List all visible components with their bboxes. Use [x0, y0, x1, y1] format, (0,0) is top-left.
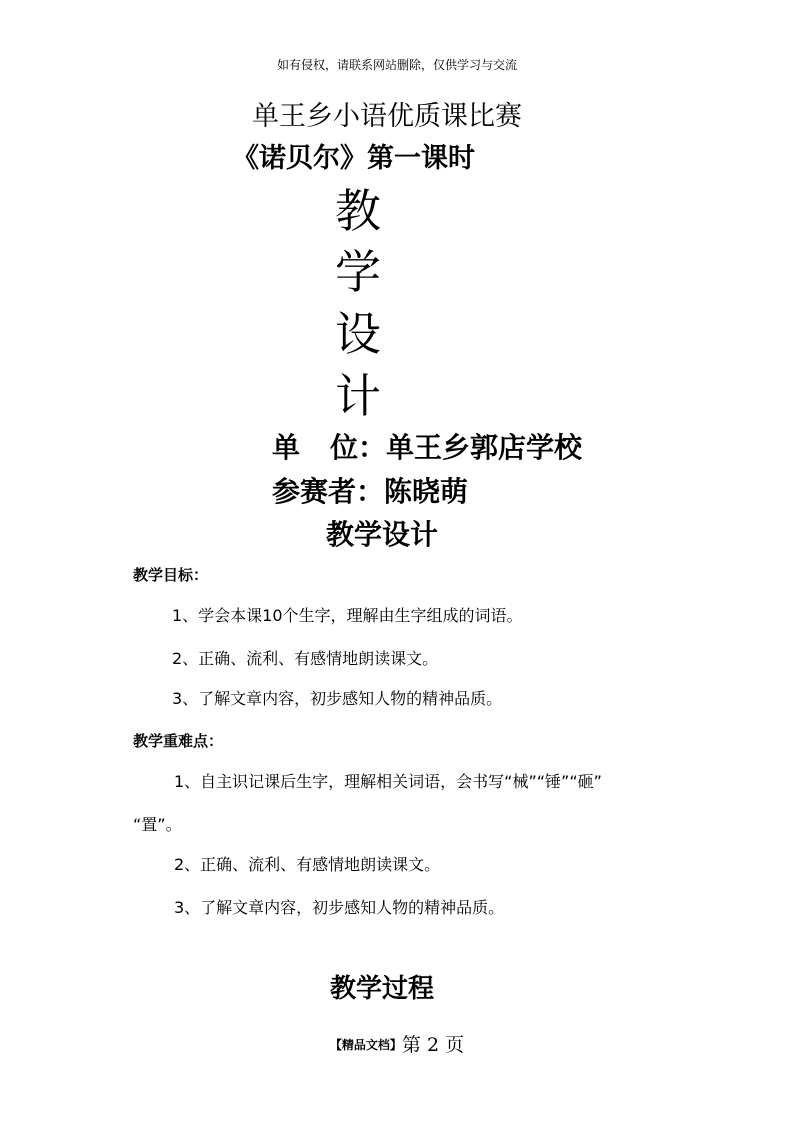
key-difficulty-item: 1、自主识记课后生字，理解相关词语，会书写“械”“锤”“砸” [174, 772, 602, 791]
header-note: 如有侵权，请联系网站删除，仅供学习与交流 [276, 58, 517, 72]
big-title-char-1: 教 [335, 184, 381, 238]
footer-tag: 【精品文档】 [329, 1038, 402, 1052]
section-heading: 教学设计 [325, 518, 438, 551]
teaching-goal-item: 3、了解文章内容，初步感知人物的精神品质。 [172, 689, 503, 708]
unit-value: 单王乡郭店学校 [386, 431, 583, 464]
big-title-char-2: 学 [335, 245, 381, 299]
lesson-title: 《诺贝尔》第一课时 [232, 143, 475, 174]
participant-value: 陈晓萌 [384, 475, 469, 508]
page-number: 第 2 页 [401, 1034, 465, 1056]
page-footer [0, 1031, 794, 1059]
teaching-goal-item: 1、学会本课10个生字，理解由生字组成的词语。 [172, 606, 523, 625]
key-difficulty-item: 3、了解文章内容，初步感知人物的精神品质。 [174, 898, 505, 917]
teaching-goals-label: 教学目标： [133, 566, 209, 584]
key-difficulty-item: 2、正确、流利、有感情地朗读课文。 [174, 855, 441, 874]
process-heading: 教学过程 [329, 974, 434, 1004]
participant-label: 参赛者： [272, 475, 385, 508]
teaching-goal-item: 2、正确、流利、有感情地朗读课文。 [172, 649, 439, 668]
big-title-char-3: 设 [335, 307, 381, 361]
participant-row [272, 472, 468, 512]
key-difficulties-label: 教学重难点： [133, 732, 224, 750]
unit-label-part2: 位： [330, 431, 387, 464]
competition-title: 单王乡小语优质课比赛 [252, 101, 522, 132]
big-title-char-4: 计 [335, 369, 381, 423]
unit-row [272, 428, 582, 468]
key-difficulty-item-continuation: “置”。 [133, 815, 182, 834]
unit-label-part1: 单 [272, 431, 301, 464]
